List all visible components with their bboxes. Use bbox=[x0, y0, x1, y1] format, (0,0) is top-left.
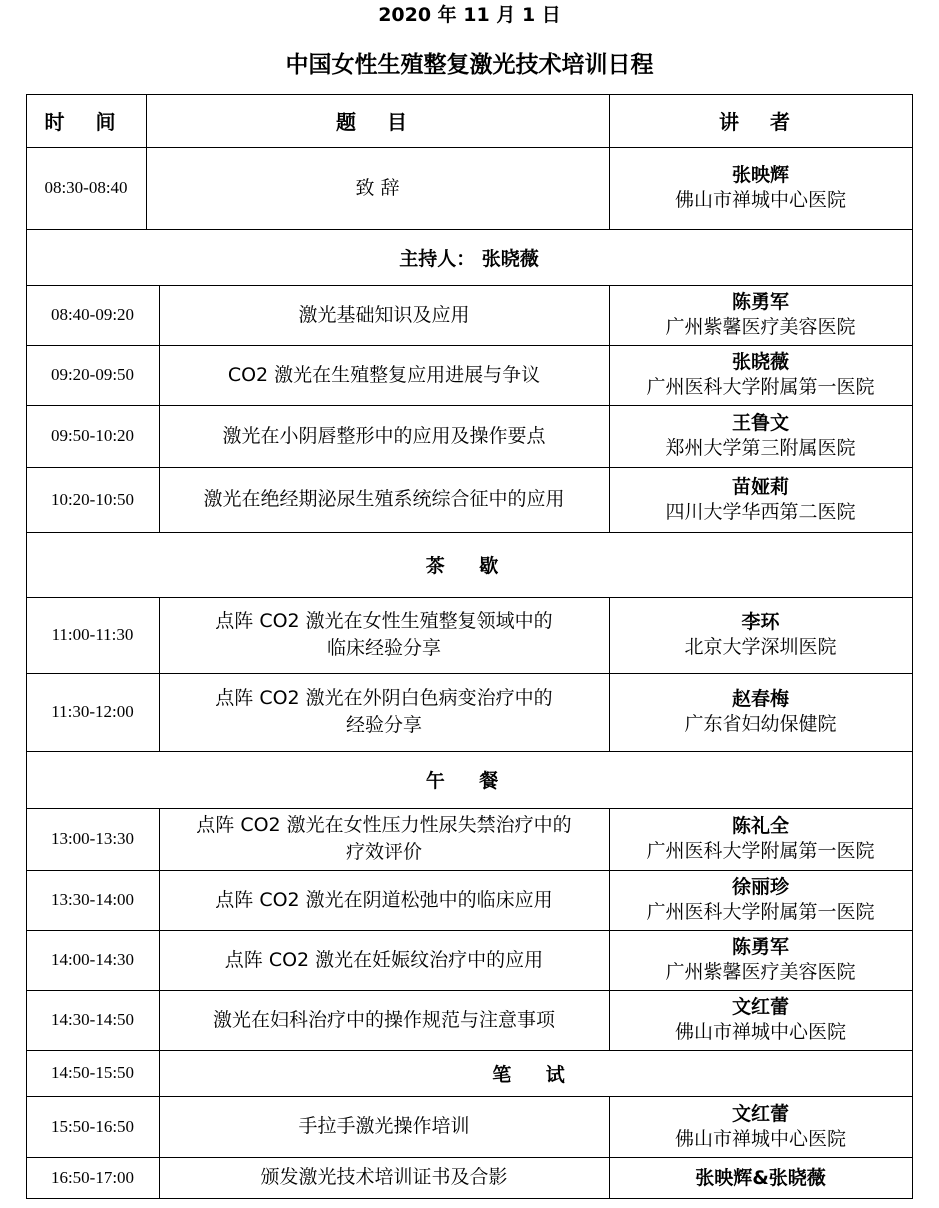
time-slot: 10:20-10:50 bbox=[50, 489, 135, 509]
talk-topic-continued: 临床经验分享 bbox=[326, 637, 441, 659]
topic-cell bbox=[159, 345, 609, 405]
column-divider bbox=[609, 285, 610, 345]
time-slot: 15:50-16:50 bbox=[50, 1116, 135, 1136]
talk-topic: 点阵 CO2 激光在女性生殖整复领域中的 bbox=[215, 610, 553, 632]
time-cell bbox=[26, 990, 159, 1050]
time-slot: 13:00-13:30 bbox=[50, 829, 135, 848]
column-divider bbox=[159, 808, 160, 870]
column-divider bbox=[609, 808, 610, 870]
speaker-affiliation: 广州紫馨医疗美容医院 bbox=[665, 961, 856, 983]
column-divider bbox=[609, 930, 610, 990]
speaker-name: 李环 bbox=[741, 611, 780, 633]
column-divider bbox=[609, 597, 610, 673]
time-cell bbox=[26, 930, 159, 990]
session-band-label: 茶 歇 bbox=[425, 555, 513, 577]
speaker-cell bbox=[609, 285, 912, 345]
speaker-cell bbox=[609, 345, 912, 405]
speaker-cell bbox=[609, 597, 912, 673]
speaker-name: 陈勇军 bbox=[731, 291, 789, 313]
time-slot: 14:30-14:50 bbox=[50, 1010, 135, 1029]
speaker-name: 赵春梅 bbox=[731, 688, 789, 710]
time-cell bbox=[26, 345, 159, 405]
column-divider bbox=[159, 990, 160, 1050]
talk-topic: 激光在绝经期泌尿生殖系统综合征中的应用 bbox=[203, 488, 565, 510]
column-divider bbox=[146, 147, 147, 229]
session-band-row bbox=[26, 532, 912, 597]
speaker-affiliation: 北京大学深圳医院 bbox=[684, 636, 837, 658]
column-divider bbox=[159, 1096, 160, 1157]
speaker-affiliation: 广东省妇幼保健院 bbox=[684, 713, 837, 735]
speaker-cell bbox=[609, 467, 912, 532]
time-cell bbox=[26, 808, 159, 870]
column-divider bbox=[609, 1157, 610, 1198]
topic-cell bbox=[159, 285, 609, 345]
time-slot: 09:50-10:20 bbox=[50, 426, 135, 445]
session-band-label: 主持人： 张晓薇 bbox=[399, 247, 539, 270]
speaker-cell bbox=[609, 870, 912, 930]
topic-cell bbox=[159, 870, 609, 930]
topic-cell bbox=[159, 467, 609, 532]
column-divider bbox=[609, 990, 610, 1050]
topic-cell bbox=[159, 1157, 609, 1198]
speaker-cell bbox=[609, 405, 912, 467]
speaker-affiliation: 四川大学华西第二医院 bbox=[665, 500, 856, 523]
topic-cell bbox=[159, 930, 609, 990]
column-divider bbox=[609, 94, 610, 147]
time-slot: 08:40-09:20 bbox=[50, 305, 135, 324]
speaker-cell bbox=[609, 808, 912, 870]
talk-topic: 激光在妇科治疗中的操作规范与注意事项 bbox=[212, 1008, 555, 1031]
time-cell bbox=[26, 1157, 159, 1198]
speaker-affiliation: 广州医科大学附属第一医院 bbox=[646, 840, 875, 862]
column-divider bbox=[609, 405, 610, 467]
speaker-cell bbox=[609, 990, 912, 1050]
speaker-cell bbox=[609, 1096, 912, 1157]
talk-topic: CO2 激光在生殖整复应用进展与争议 bbox=[227, 363, 541, 386]
schedule-title: 中国女性生殖整复激光技术培训日程 bbox=[285, 52, 654, 78]
speaker-cell bbox=[609, 1157, 912, 1198]
speaker-affiliation: 佛山市禅城中心医院 bbox=[674, 189, 846, 211]
speaker-name: 文红蕾 bbox=[731, 996, 789, 1018]
column-divider bbox=[609, 467, 610, 532]
topic-cell bbox=[159, 673, 609, 751]
column-header-speaker: 讲 者 bbox=[719, 110, 802, 134]
speaker-name: 张映辉&张晓薇 bbox=[695, 1166, 826, 1189]
speaker-name: 张晓薇 bbox=[731, 351, 789, 373]
talk-topic: 点阵 CO2 激光在妊娠纹治疗中的应用 bbox=[224, 948, 544, 971]
speaker-cell bbox=[609, 930, 912, 990]
talk-topic-continued: 经验分享 bbox=[345, 714, 422, 736]
column-divider bbox=[159, 673, 160, 751]
speaker-affiliation: 广州医科大学附属第一医院 bbox=[646, 376, 875, 398]
time-cell bbox=[26, 405, 159, 467]
topic-cell bbox=[159, 1096, 609, 1157]
speaker-cell bbox=[609, 147, 912, 229]
time-slot: 16:50-17:00 bbox=[50, 1167, 135, 1187]
schedule-date: 2020 年 11 月 1 日 bbox=[378, 4, 561, 26]
exam-cell bbox=[159, 1050, 912, 1096]
speaker-cell bbox=[609, 673, 912, 751]
speaker-name: 张映辉 bbox=[731, 164, 789, 186]
time-cell bbox=[26, 147, 146, 229]
column-header-topic-cell bbox=[146, 94, 609, 147]
speaker-name: 徐丽珍 bbox=[731, 876, 789, 898]
time-cell bbox=[26, 467, 159, 532]
speaker-affiliation: 广州紫馨医疗美容医院 bbox=[665, 316, 856, 338]
column-divider bbox=[159, 1157, 160, 1198]
column-divider bbox=[159, 1050, 160, 1096]
column-divider bbox=[159, 285, 160, 345]
time-cell bbox=[26, 870, 159, 930]
column-divider bbox=[159, 597, 160, 673]
column-header-time-cell bbox=[26, 94, 146, 147]
column-divider bbox=[609, 673, 610, 751]
talk-topic: 点阵 CO2 激光在阴道松弛中的临床应用 bbox=[215, 888, 553, 911]
speaker-name: 陈勇军 bbox=[731, 936, 789, 958]
talk-topic: 颁发激光技术培训证书及合影 bbox=[260, 1166, 508, 1188]
table-left-border bbox=[26, 94, 27, 1199]
speaker-name: 文红蕾 bbox=[731, 1102, 789, 1125]
column-divider bbox=[159, 345, 160, 405]
time-cell bbox=[26, 673, 159, 751]
time-cell bbox=[26, 285, 159, 345]
topic-cell bbox=[159, 808, 609, 870]
time-slot: 14:50-15:50 bbox=[50, 1063, 135, 1082]
column-divider bbox=[609, 870, 610, 930]
speaker-name: 陈礼全 bbox=[731, 815, 789, 837]
talk-topic: 手拉手激光操作培训 bbox=[298, 1115, 470, 1137]
column-divider bbox=[159, 405, 160, 467]
column-header-speaker-cell bbox=[609, 94, 912, 147]
topic-cell bbox=[159, 405, 609, 467]
column-divider bbox=[159, 870, 160, 930]
time-cell bbox=[26, 597, 159, 673]
speaker-name: 王鲁文 bbox=[731, 412, 789, 434]
time-slot: 13:30-14:00 bbox=[50, 890, 135, 909]
talk-topic: 激光基础知识及应用 bbox=[298, 303, 470, 326]
column-divider bbox=[159, 930, 160, 990]
topic-cell bbox=[159, 597, 609, 673]
time-slot: 08:30-08:40 bbox=[44, 178, 128, 197]
column-divider bbox=[609, 147, 610, 229]
talk-topic-continued: 疗效评价 bbox=[345, 841, 422, 863]
table-right-border bbox=[912, 94, 913, 1199]
time-slot: 09:20-09:50 bbox=[50, 365, 135, 384]
time-cell bbox=[26, 1050, 159, 1096]
column-divider bbox=[159, 467, 160, 532]
time-cell bbox=[26, 1096, 159, 1157]
speaker-affiliation: 广州医科大学附属第一医院 bbox=[646, 901, 875, 923]
talk-topic: 点阵 CO2 激光在女性压力性尿失禁治疗中的 bbox=[196, 814, 572, 836]
speaker-affiliation: 佛山市禅城中心医院 bbox=[674, 1021, 846, 1043]
speaker-affiliation: 佛山市禅城中心医院 bbox=[674, 1127, 846, 1150]
session-band-label: 午 餐 bbox=[425, 770, 513, 792]
column-header-time: 时 间 bbox=[44, 110, 128, 134]
speaker-name: 苗娅莉 bbox=[731, 475, 789, 498]
talk-topic: 点阵 CO2 激光在外阴白色病变治疗中的 bbox=[215, 687, 553, 709]
column-header-topic: 题 目 bbox=[336, 110, 419, 134]
time-slot: 11:30-12:00 bbox=[51, 702, 134, 721]
topic-cell bbox=[159, 990, 609, 1050]
column-divider bbox=[609, 1096, 610, 1157]
topic-cell bbox=[146, 147, 609, 229]
exam-label: 笔 试 bbox=[492, 1063, 579, 1086]
session-band-row bbox=[26, 751, 912, 808]
speaker-affiliation: 郑州大学第三附属医院 bbox=[665, 437, 856, 459]
time-slot: 14:00-14:30 bbox=[50, 950, 135, 969]
table-bottom-border bbox=[26, 1198, 913, 1199]
column-divider bbox=[609, 345, 610, 405]
time-slot: 11:00-11:30 bbox=[51, 625, 134, 644]
talk-topic: 激光在小阴唇整形中的应用及操作要点 bbox=[222, 424, 546, 447]
column-divider bbox=[146, 94, 147, 147]
session-band-row bbox=[26, 229, 912, 285]
talk-topic: 致 辞 bbox=[355, 176, 400, 199]
